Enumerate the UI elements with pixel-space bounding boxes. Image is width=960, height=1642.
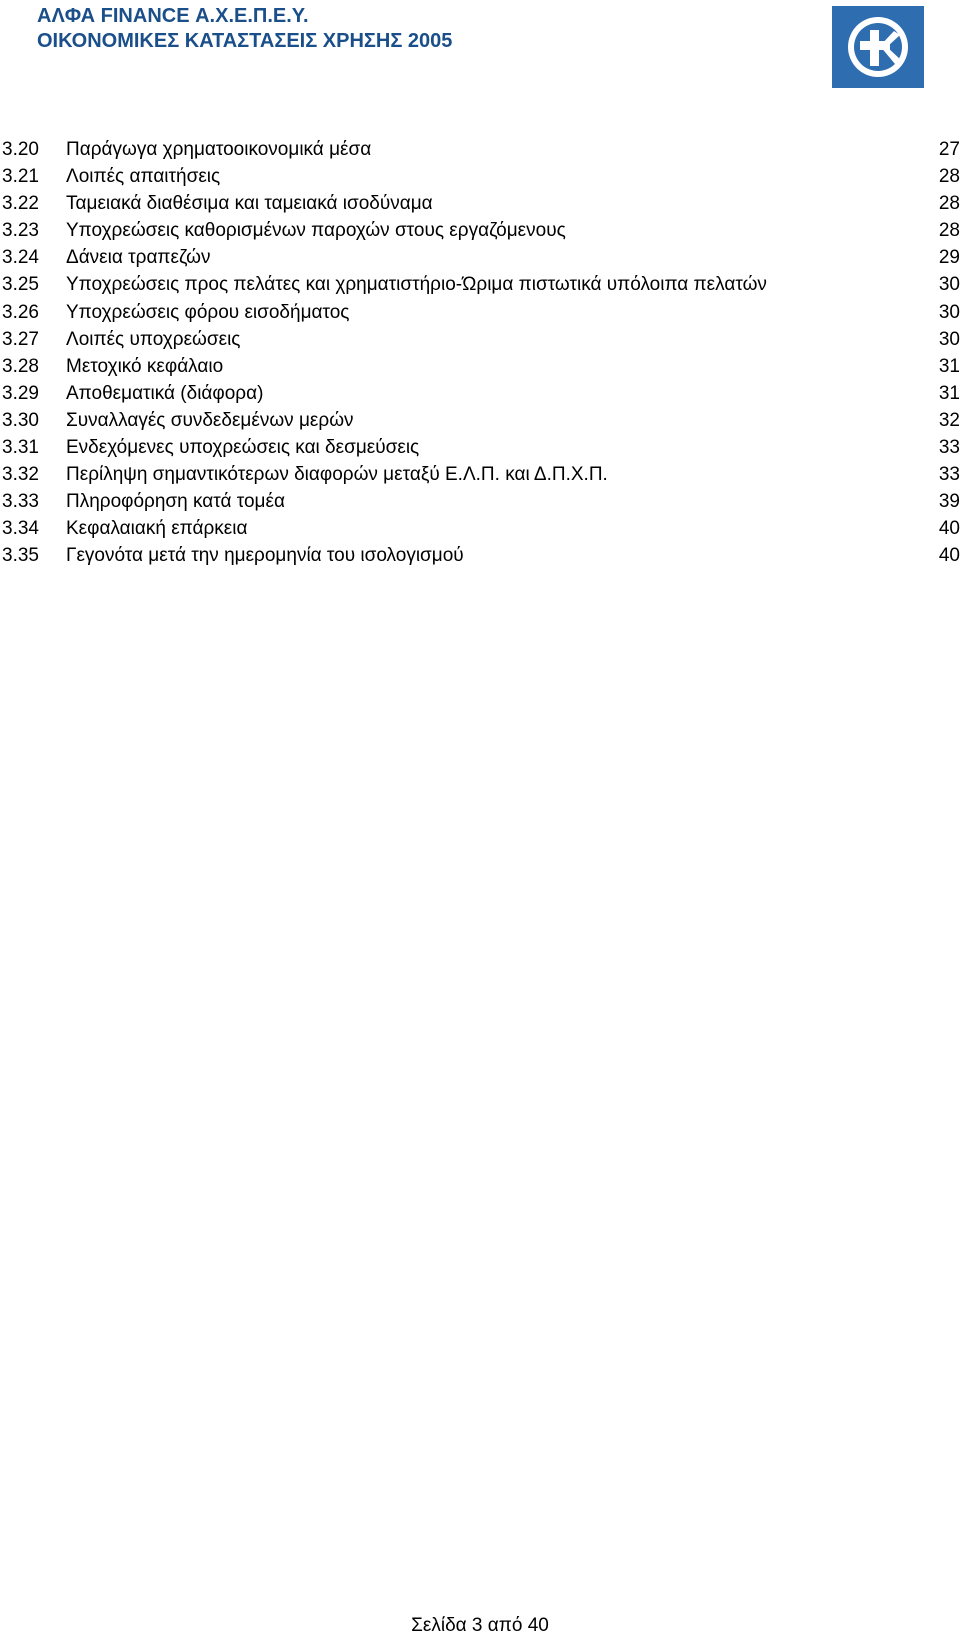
toc-row [0,163,960,190]
toc-row [0,488,960,515]
toc-section-number: 3.23 [2,220,39,242]
toc-row [0,515,960,542]
toc-section-title: Υποχρεώσεις φόρου εισοδήματος [66,301,350,323]
toc-section-number: 3.31 [2,437,39,459]
toc-section-number: 3.26 [2,301,39,323]
toc-page-number: 30 [938,274,960,296]
toc-section-title: Λοιπές απαιτήσεις [66,166,221,188]
toc-row [0,244,960,271]
toc-row [0,353,960,380]
table-of-contents [0,136,960,570]
toc-row [0,380,960,407]
toc-page-number: 40 [938,545,960,567]
toc-page-number: 39 [938,491,960,513]
toc-section-title: Γεγονότα μετά την ημερομηνία του ισολογισμού [66,545,464,567]
toc-row [0,299,960,326]
toc-section-title: Μετοχικό κεφάλαιο [66,355,224,377]
toc-page-number: 28 [938,220,960,242]
toc-row [0,434,960,461]
document-subtitle: ΟΙΚΟΝΟΜΙΚΕΣ ΚΑΤΑΣΤΑΣΕΙΣ ΧΡΗΣΗΣ 2005 [37,30,453,52]
toc-row [0,542,960,569]
toc-section-title: Ταμειακά διαθέσιμα και ταμειακά ισοδύναμα [66,193,433,215]
toc-page-number: 40 [938,518,960,540]
toc-section-number: 3.27 [2,328,39,350]
toc-page-number: 33 [938,464,960,486]
company-name: ΑΛΦΑ FINANCE Α.Χ.Ε.Π.Ε.Υ. [37,5,309,27]
toc-section-title: Δάνεια τραπεζών [66,247,211,269]
toc-section-title: Πληροφόρηση κατά τομέα [66,491,285,513]
toc-section-number: 3.24 [2,247,39,269]
toc-section-number: 3.21 [2,166,39,188]
toc-section-title: Κεφαλαιακή επάρκεια [66,518,248,540]
toc-section-title: Λοιπές υποχρεώσεις [66,328,241,350]
toc-section-title: Ενδεχόμενες υποχρεώσεις και δεσμεύσεις [66,437,420,459]
toc-row [0,271,960,298]
toc-section-title: Υποχρεώσεις καθορισμένων παροχών στους εργαζόμενους [66,220,566,242]
toc-section-number: 3.28 [2,355,39,377]
toc-section-title: Συναλλαγές συνδεδεμένων μερών [66,409,354,431]
toc-page-number: 28 [938,193,960,215]
toc-section-number: 3.32 [2,464,39,486]
toc-page-number: 28 [938,166,960,188]
alpha-bank-logo-icon [832,6,924,88]
toc-row [0,407,960,434]
toc-page-number: 31 [938,382,960,404]
toc-section-title: Υποχρεώσεις προς πελάτες και χρηματιστήριο-Ώριμα πιστωτικά υπόλοιπα πελατών [66,274,767,296]
toc-page-number: 30 [938,328,960,350]
toc-section-number: 3.22 [2,193,39,215]
toc-section-number: 3.35 [2,545,39,567]
toc-page-number: 27 [938,139,960,160]
document-header [37,4,452,54]
toc-section-title: Παράγωγα χρηματοοικονομικά μέσα [66,139,372,160]
toc-page-number: 32 [938,409,960,431]
page-number: Σελίδα 3 από 40 [411,1615,549,1636]
toc-section-number: 3.34 [2,518,39,540]
toc-section-number: 3.30 [2,409,39,431]
toc-row [0,326,960,353]
toc-row [0,136,960,163]
toc-row [0,461,960,488]
toc-page-number: 33 [938,437,960,459]
toc-section-number: 3.29 [2,382,39,404]
toc-page-number: 30 [938,301,960,323]
toc-section-number: 3.33 [2,491,39,513]
toc-page-number: 29 [938,247,960,269]
toc-section-number: 3.20 [2,139,39,160]
toc-section-title: Περίληψη σημαντικότερων διαφορών μεταξύ Ε.Λ.Π. και Δ.Π.Χ.Π. [66,464,608,486]
toc-section-title: Αποθεματικά (διάφορα) [66,382,264,404]
toc-row [0,190,960,217]
toc-row [0,217,960,244]
toc-section-number: 3.25 [2,274,39,296]
toc-page-number: 31 [938,355,960,377]
